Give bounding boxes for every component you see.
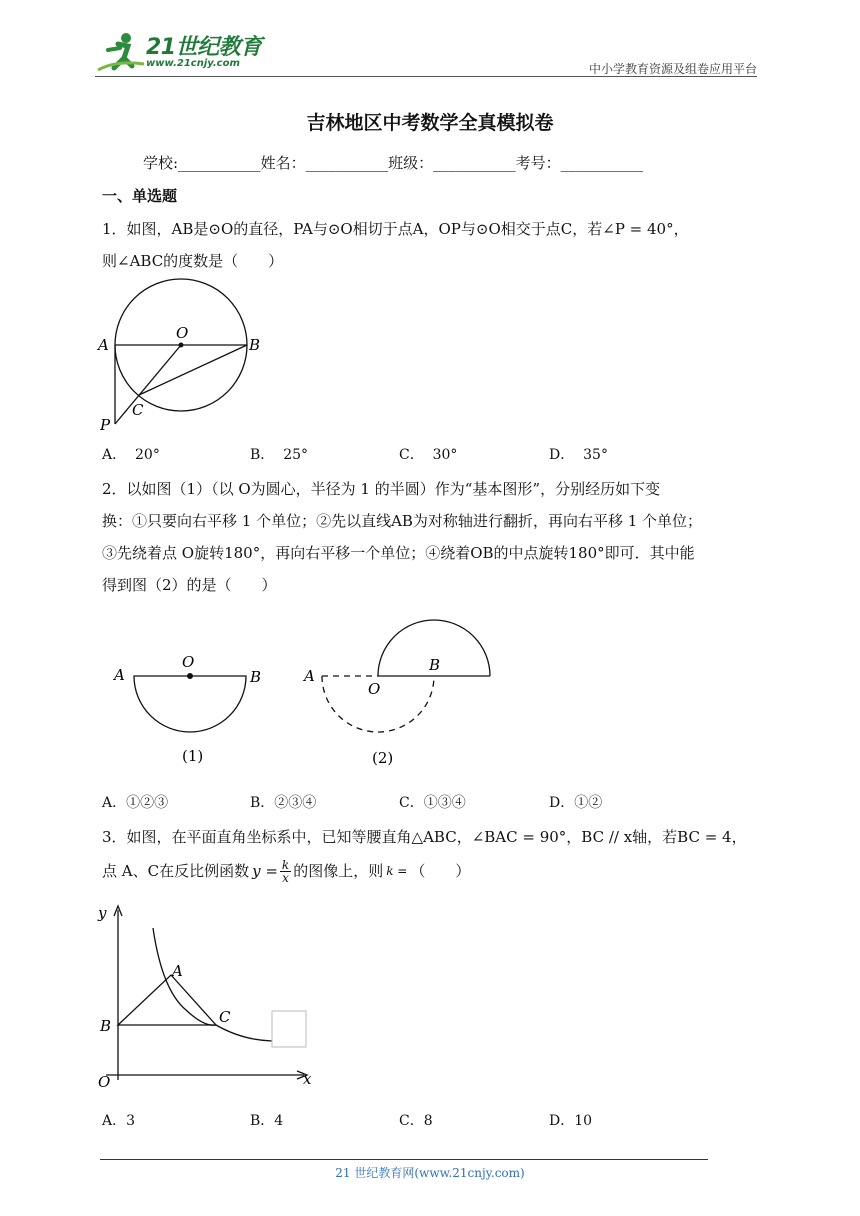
platform-label: 中小学教育资源及组卷应用平台 [588, 62, 757, 76]
label-o: O [176, 324, 189, 342]
question-3-line-1: 3．如图，在平面直角坐标系中，已知等腰直角△ABC，∠BAC = 90°，BC // x轴，若BC = 4， [102, 828, 747, 846]
fig1-label-b: B [250, 668, 262, 686]
question-2-line-2: 换：①只要向右平移 1 个单位；②先以直线AB为对称轴进行翻折，再向右平移 1 个单位； [102, 512, 703, 530]
question-2-line-3: ③先绕着点 O旋转180°，再向右平移一个单位；④绕着OB的中点旋转180°即可．其中能 [102, 544, 695, 562]
axis-label-x: x [303, 1070, 312, 1088]
label-c: C [219, 1008, 231, 1026]
name-field: 姓名：___________ [260, 154, 389, 172]
question-3-line-2 [102, 858, 762, 884]
fig2-label-b: B [429, 656, 441, 674]
option-d[interactable]: D．10 [549, 1113, 593, 1129]
origin-label: O [98, 1073, 111, 1091]
fig1-label-a: A [114, 666, 125, 684]
label-p: P [100, 416, 111, 434]
fraction-numerator: k [281, 857, 290, 872]
runner-logo-icon [96, 30, 146, 74]
option-a[interactable]: A．①②③ [102, 795, 169, 811]
option-c[interactable]: C． 30° [399, 447, 458, 463]
label-a: A [172, 962, 183, 980]
question-1-figure [94, 274, 274, 434]
fig2-label-o: O [368, 680, 381, 698]
school-field: 学校:___________ [143, 154, 261, 172]
q3-formula-k: k = [386, 864, 408, 878]
footer-divider [100, 1159, 708, 1160]
logo-text: 21世纪教育 [146, 35, 262, 60]
label-c: C [132, 401, 144, 419]
option-d[interactable]: D． 35° [549, 447, 608, 463]
question-2-line-1: 2．以如图（1）（以 O为圆心，半径为 1 的半圆）作为“基本图形”，分别经历如下变 [102, 480, 661, 498]
label-b: B [249, 336, 261, 354]
fig2-caption: (2) [372, 749, 394, 767]
footer-link[interactable]: 21 世纪教育网(www.21cnjy.com) [335, 1166, 525, 1180]
option-b[interactable]: B．4 [250, 1113, 284, 1129]
page-title: 吉林地区中考数学全真模拟卷 [306, 112, 554, 134]
q3-formula-y: y = [252, 862, 278, 880]
q3-text-c: （ ） [410, 862, 471, 880]
option-d[interactable]: D．①② [549, 795, 603, 811]
fig2-label-a: A [304, 667, 315, 685]
question-2-line-4: 得到图（2）的是（ ） [102, 576, 277, 594]
option-c[interactable]: C．①③④ [399, 795, 466, 811]
class-field: 班级：___________ [388, 154, 516, 172]
option-c[interactable]: C．8 [399, 1113, 433, 1129]
option-a[interactable]: A． 20° [102, 447, 160, 463]
label-a: A [98, 336, 109, 354]
label-b: B [100, 1017, 112, 1035]
number-field: 考号：___________ [515, 154, 644, 172]
student-info-row [143, 152, 643, 173]
axis-label-y: y [98, 904, 107, 922]
option-a[interactable]: A．3 [102, 1113, 136, 1129]
question-3-figure [92, 900, 322, 1095]
header-divider [95, 76, 757, 77]
fig1-caption: (1) [182, 747, 204, 765]
logo [96, 30, 266, 76]
q3-fraction [280, 859, 291, 884]
fig1-label-o: O [182, 653, 195, 671]
option-b[interactable]: B． 25° [250, 447, 309, 463]
option-b[interactable]: B．②③④ [250, 795, 317, 811]
q3-text-a: 点 A、C在反比例函数 [102, 862, 250, 880]
section-heading: 一、单选题 [102, 187, 178, 205]
fraction-denominator: x [282, 870, 289, 885]
question-2-figure [110, 615, 510, 775]
q3-text-b: 的图像上，则 [293, 862, 384, 880]
question-1-line-1: 1．如图，AB是⊙O的直径，PA与⊙O相切于点A，OP与⊙O相交于点C，若∠P = 40°， [102, 220, 689, 238]
question-1-line-2: 则∠ABC的度数是（ ） [102, 252, 284, 270]
logo-url: www.21cnjy.com [146, 58, 240, 69]
